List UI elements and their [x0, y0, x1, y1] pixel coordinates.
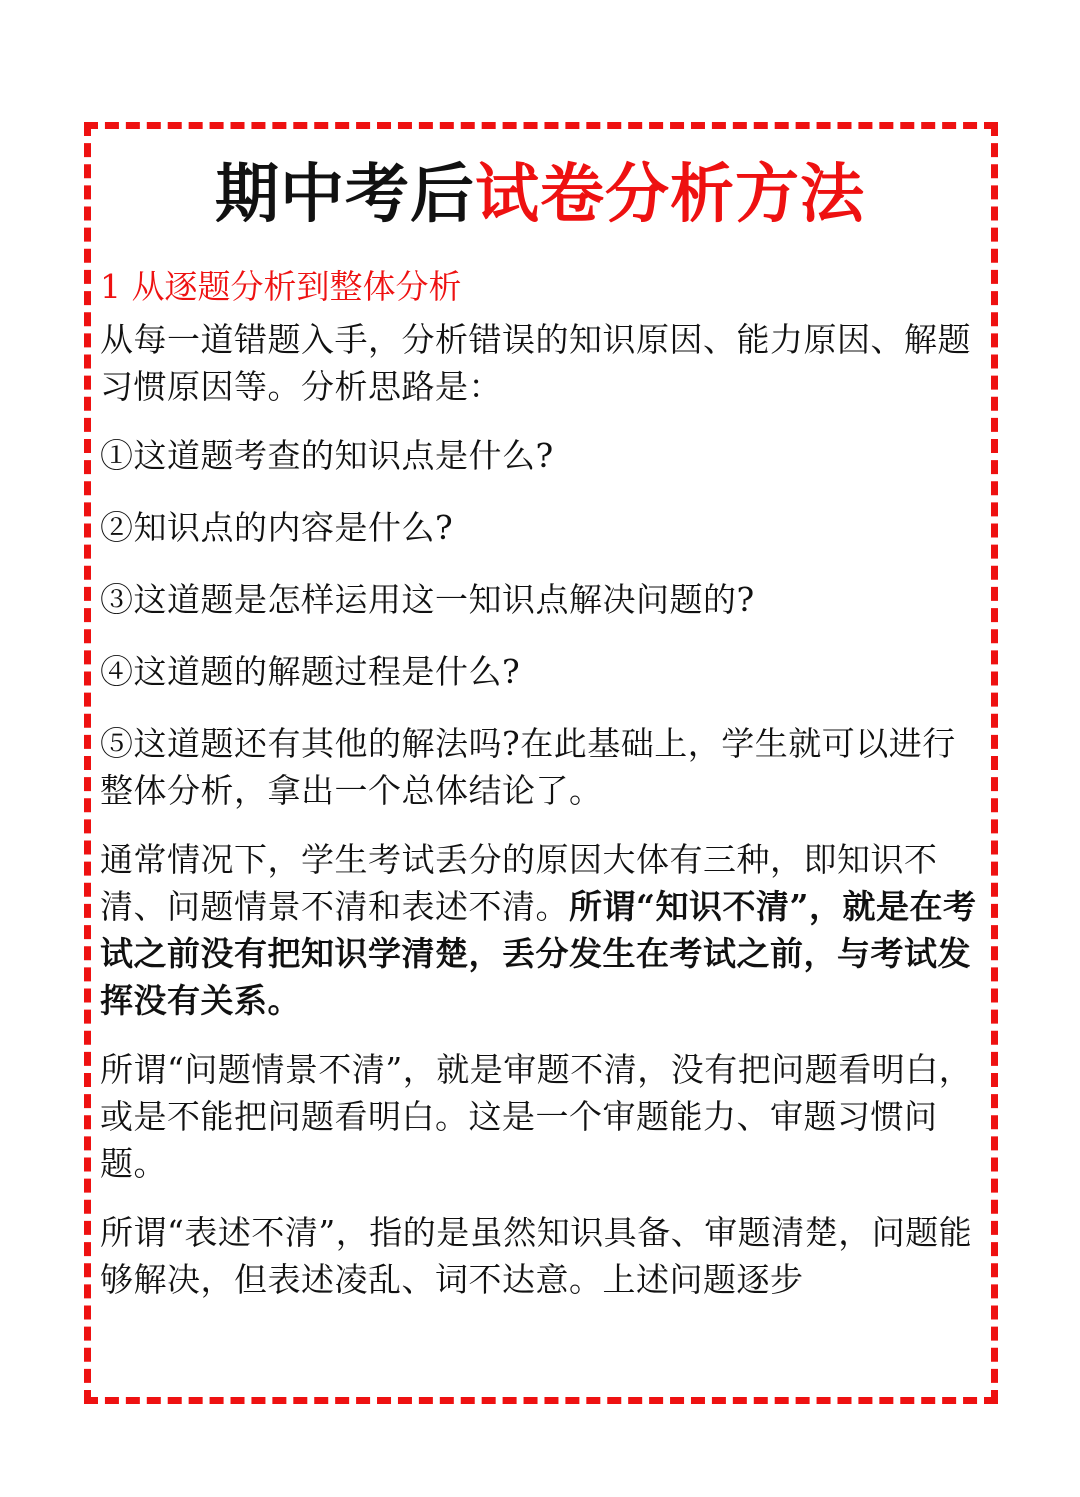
- expression-paragraph: 所谓“表述不清”，指的是虽然知识具备、审题清楚，问题能够解决，但表述凌乱、词不达意。上述问题逐步: [100, 1213, 973, 1299]
- title-red-part: 试卷分析方法: [475, 158, 865, 232]
- question-4: ④这道题的解题过程是什么?: [100, 652, 521, 691]
- intro-paragraph: 从每一道错题入手，分析错误的知识原因、能力原因、解题习惯原因等。分析思路是：: [100, 320, 971, 406]
- knowledge-paragraph-bold: 所谓“知识不清”，就是在考试之前没有把知识学清楚，丢分发生在考试之前，与考试发挥没有关系。: [100, 887, 977, 1020]
- question-1: ①这道题考查的知识点是什么?: [100, 436, 554, 475]
- title-black-part: 期中考后: [215, 158, 475, 232]
- question-2: ②知识点的内容是什么?: [100, 508, 454, 547]
- context-paragraph: 所谓“问题情景不清”，就是审题不清，没有把问题看明白，或是不能把问题看明白。这是一个审题能力、审题习惯问题。: [100, 1050, 973, 1183]
- knowledge-paragraph: [100, 836, 980, 1024]
- page-title: [0, 150, 1080, 240]
- article-body: [100, 262, 980, 1325]
- knowledge-paragraph-normal: 通常情况下，学生考试丢分的原因大体有三种，即知识不清、问题情景不清和表述不清。: [100, 840, 938, 926]
- question-5: ⑤这道题还有其他的解法吗?在此基础上，学生就可以进行整体分析，拿出一个总体结论了。: [100, 724, 956, 810]
- section-heading: 1 从逐题分析到整体分析: [100, 267, 462, 306]
- question-3: ③这道题是怎样运用这一知识点解决问题的?: [100, 580, 755, 619]
